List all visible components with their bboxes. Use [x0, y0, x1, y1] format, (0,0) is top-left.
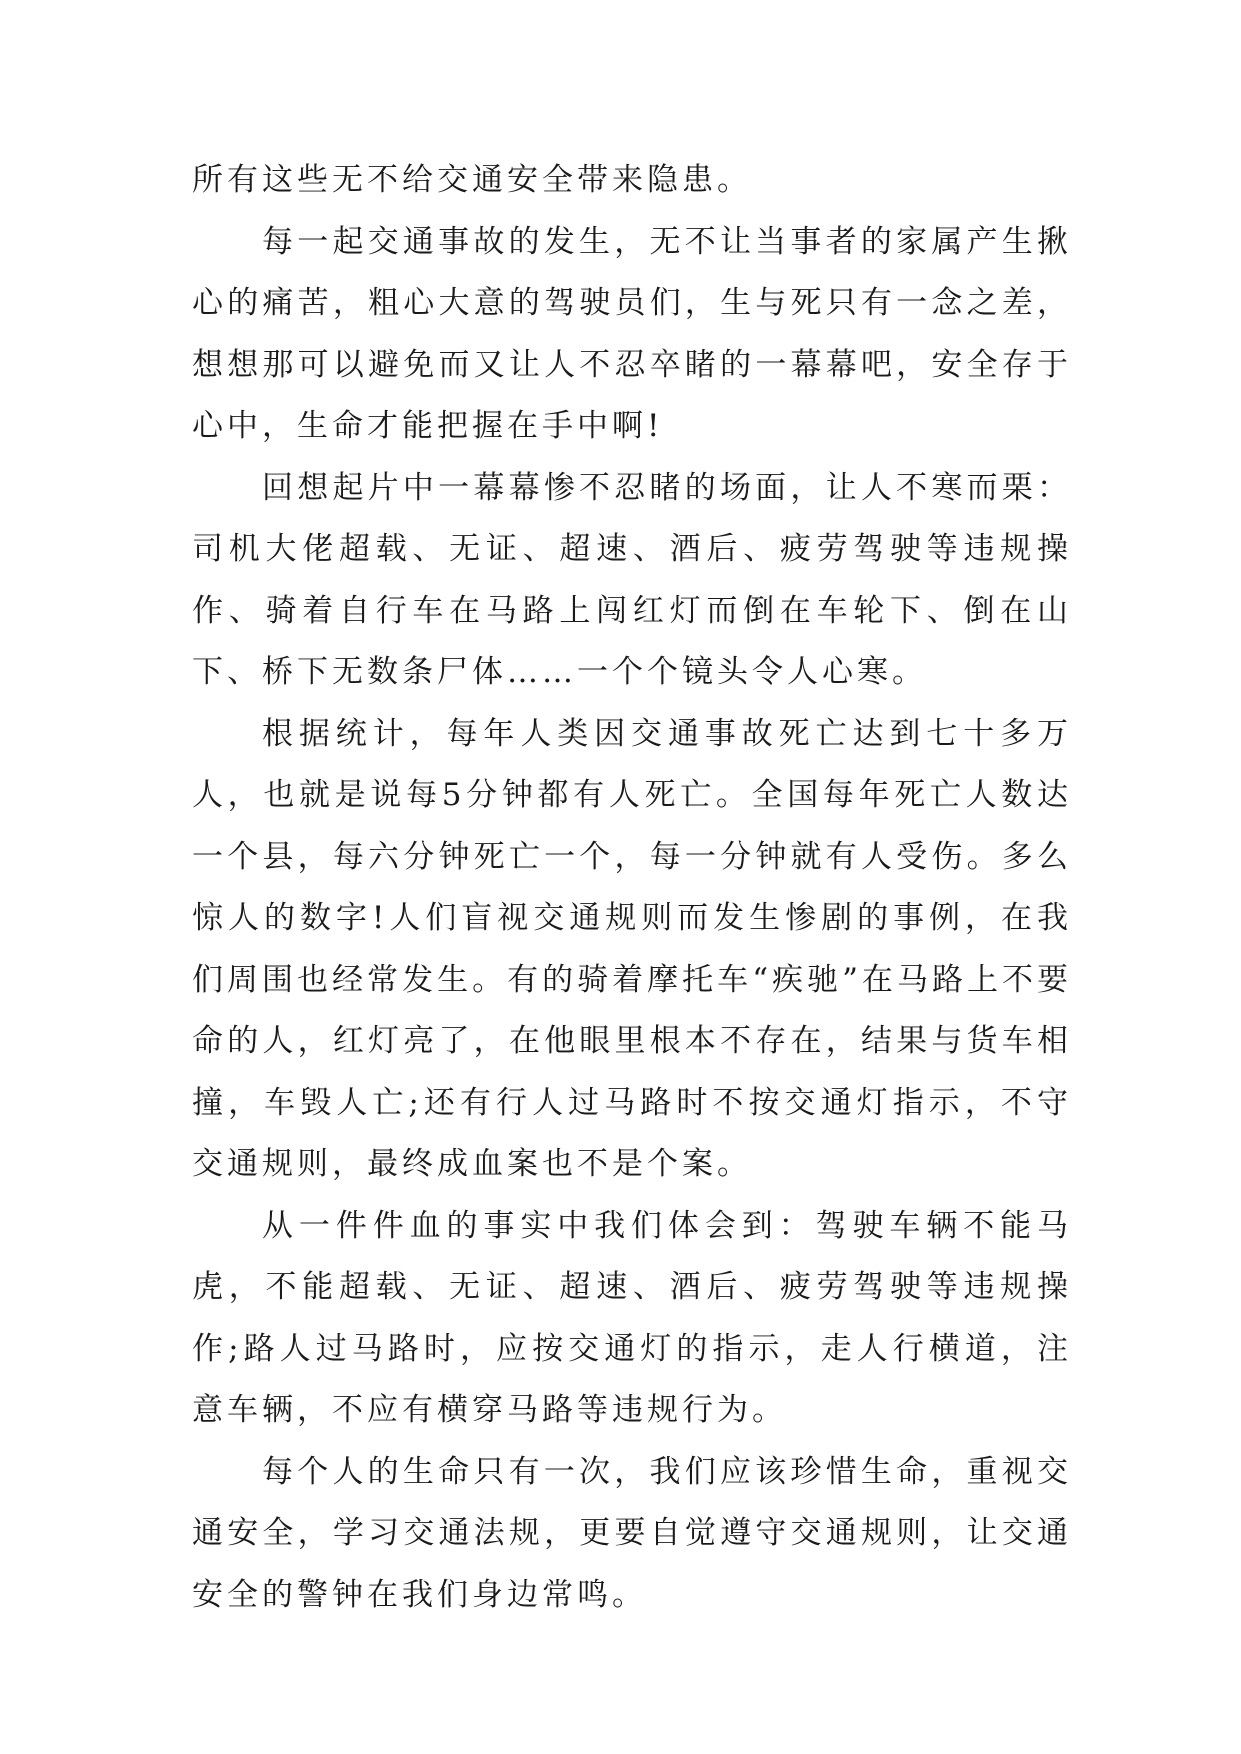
paragraph-5: 从一件件血的事实中我们体会到：驾驶车辆不能马虎，不能超载、无证、超速、酒后、疲劳驾驶等违规操作;路人过马路时，应按交通灯的指示，走人行横道，注意车辆，不应有横穿马路等违规行为。: [192, 1207, 1072, 1428]
paragraph-2: 每一起交通事故的发生，无不让当事者的家属产生揪心的痛苦，粗心大意的驾驶员们，生与死只有一念之差，想想那可以避免而又让人不忍卒睹的一幕幕吧，安全存于心中，生命才能把握在手中啊!: [192, 223, 1072, 444]
document-body: [192, 150, 1072, 1626]
paragraph-1: 所有这些无不给交通安全带来隐患。: [192, 162, 752, 198]
paragraph-4: 根据统计，每年人类因交通事故死亡达到七十多万人，也就是说每5分钟都有人死亡。全国每年死亡人数达一个县，每六分钟死亡一个，每一分钟就有人受伤。多么惊人的数字!人们盲视交通规则而发生惨剧的事例，在我们周围也经常发生。有的骑着摩托车“疾驰”在马路上不要命的人，红灯亮了，在他眼里根本不存在，结果与货车相撞，车毁人亡;还有行人过马路时不按交通灯指示，不守交通规则，最终成血案也不是个案。: [192, 715, 1072, 1182]
paragraph-6: 每个人的生命只有一次，我们应该珍惜生命，重视交通安全，学习交通法规，更要自觉遵守交通规则，让交通安全的警钟在我们身边常鸣。: [192, 1453, 1072, 1613]
paragraph-3: 回想起片中一幕幕惨不忍睹的场面，让人不寒而栗：司机大佬超载、无证、超速、酒后、疲劳驾驶等违规操作、骑着自行车在马路上闯红灯而倒在车轮下、倒在山下、桥下无数条尸体……一个个镜头令人心寒。: [192, 469, 1072, 690]
